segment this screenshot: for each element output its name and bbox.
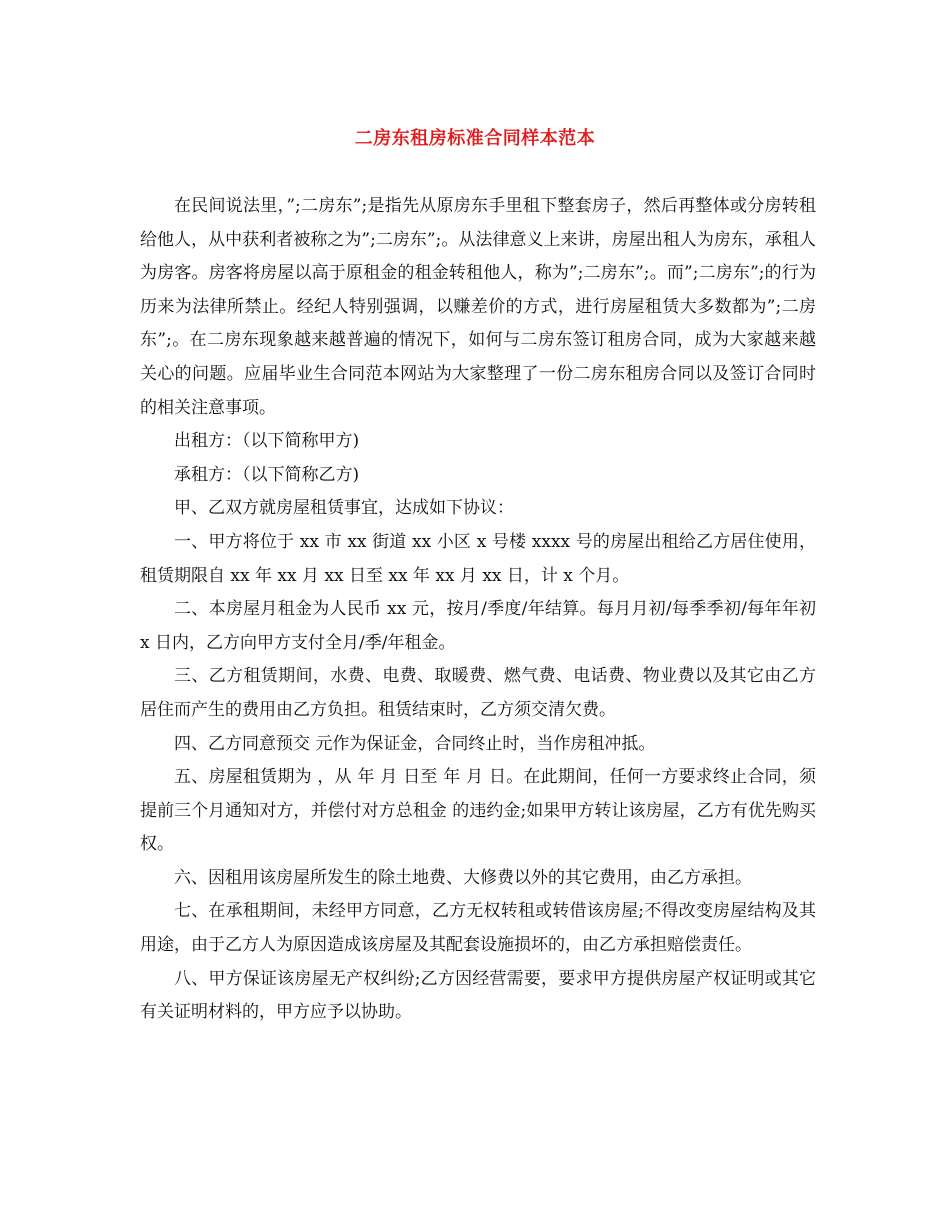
clause-3: 三、乙方租赁期间，水费、电费、取暖费、燃气费、电话费、物业费以及其它由乙方居住而产生的费用由乙方负担。租赁结束时，乙方须交清欠费。 (140, 666, 816, 720)
agreement-intro: 甲、乙双方就房屋租赁事宜，达成如下协议： (174, 498, 514, 519)
clause-2: 二、本房屋月租金为人民币 xx 元，按月/季度/年结算。每月月初/每季季初/每年年初 x 日内，乙方向甲方支付全月/季/年租金。 (140, 599, 816, 653)
lessee-line: 承租方：（以下简称乙方) (174, 464, 360, 485)
clause-7: 七、在承租期间，未经甲方同意，乙方无权转租或转借该房屋;不得改变房屋结构及其用途，由于乙方人为原因造成该房屋及其配套设施损坏的，由乙方承担赔偿责任。 (140, 901, 816, 956)
clause-5: 五、房屋租赁期为 ，从 年 月 日至 年 月 日。在此期间，任何一方要求终止合同，须提前三个月通知对方，并偿付对方总租金 的违约金;如果甲方转让该房屋，乙方有优先购买权。 (140, 767, 816, 855)
clause-1: 一、甲方将位于 xx 市 xx 街道 xx 小区 x 号楼 xxxx 号的房屋出租给乙方居住使用，租赁期限自 xx 年 xx 月 xx 日至 xx 年 xx 月 xx 日，计 x 个月。 (140, 531, 816, 586)
clause-4: 四、乙方同意预交 元作为保证金，合同终止时，当作房租冲抵。 (174, 733, 656, 754)
document-title: 二房东租房标准合同样本范本 (354, 128, 596, 149)
document-body (140, 190, 816, 1030)
intro-paragraph: 在民间说法里，”;二房东”;是指先从原房东手里租下整套房子，然后再整体或分房转租给他人，从中获利者被称之为”;二房东”;。从法律意义上来讲，房屋出租人为房东，承租人为房客。房客将房屋以高于原租金的租金转租他人，称为”;二房东”;。而”;二房东”;的行为历来为法律所禁止。经纪人特别强调，以赚差价的方式，进行房屋租赁大多数都为”;二房东”;。在二房东现象越来越普遍的情况下，如何与二房东签订租房合同，成为大家越来越关心的问题。应届毕业生合同范本网站为大家整理了一份二房东租房合同以及签订合同时的相关注意事项。 (140, 196, 816, 418)
lessor-line: 出租方：（以下简称甲方) (174, 431, 360, 452)
clause-6: 六、因租用该房屋所发生的除土地费、大修费以外的其它费用，由乙方承担。 (174, 867, 752, 888)
clause-8: 八、甲方保证该房屋无产权纠纷;乙方因经营需要，要求甲方提供房屋产权证明或其它有关证明材料的，甲方应予以协助。 (140, 968, 816, 1023)
